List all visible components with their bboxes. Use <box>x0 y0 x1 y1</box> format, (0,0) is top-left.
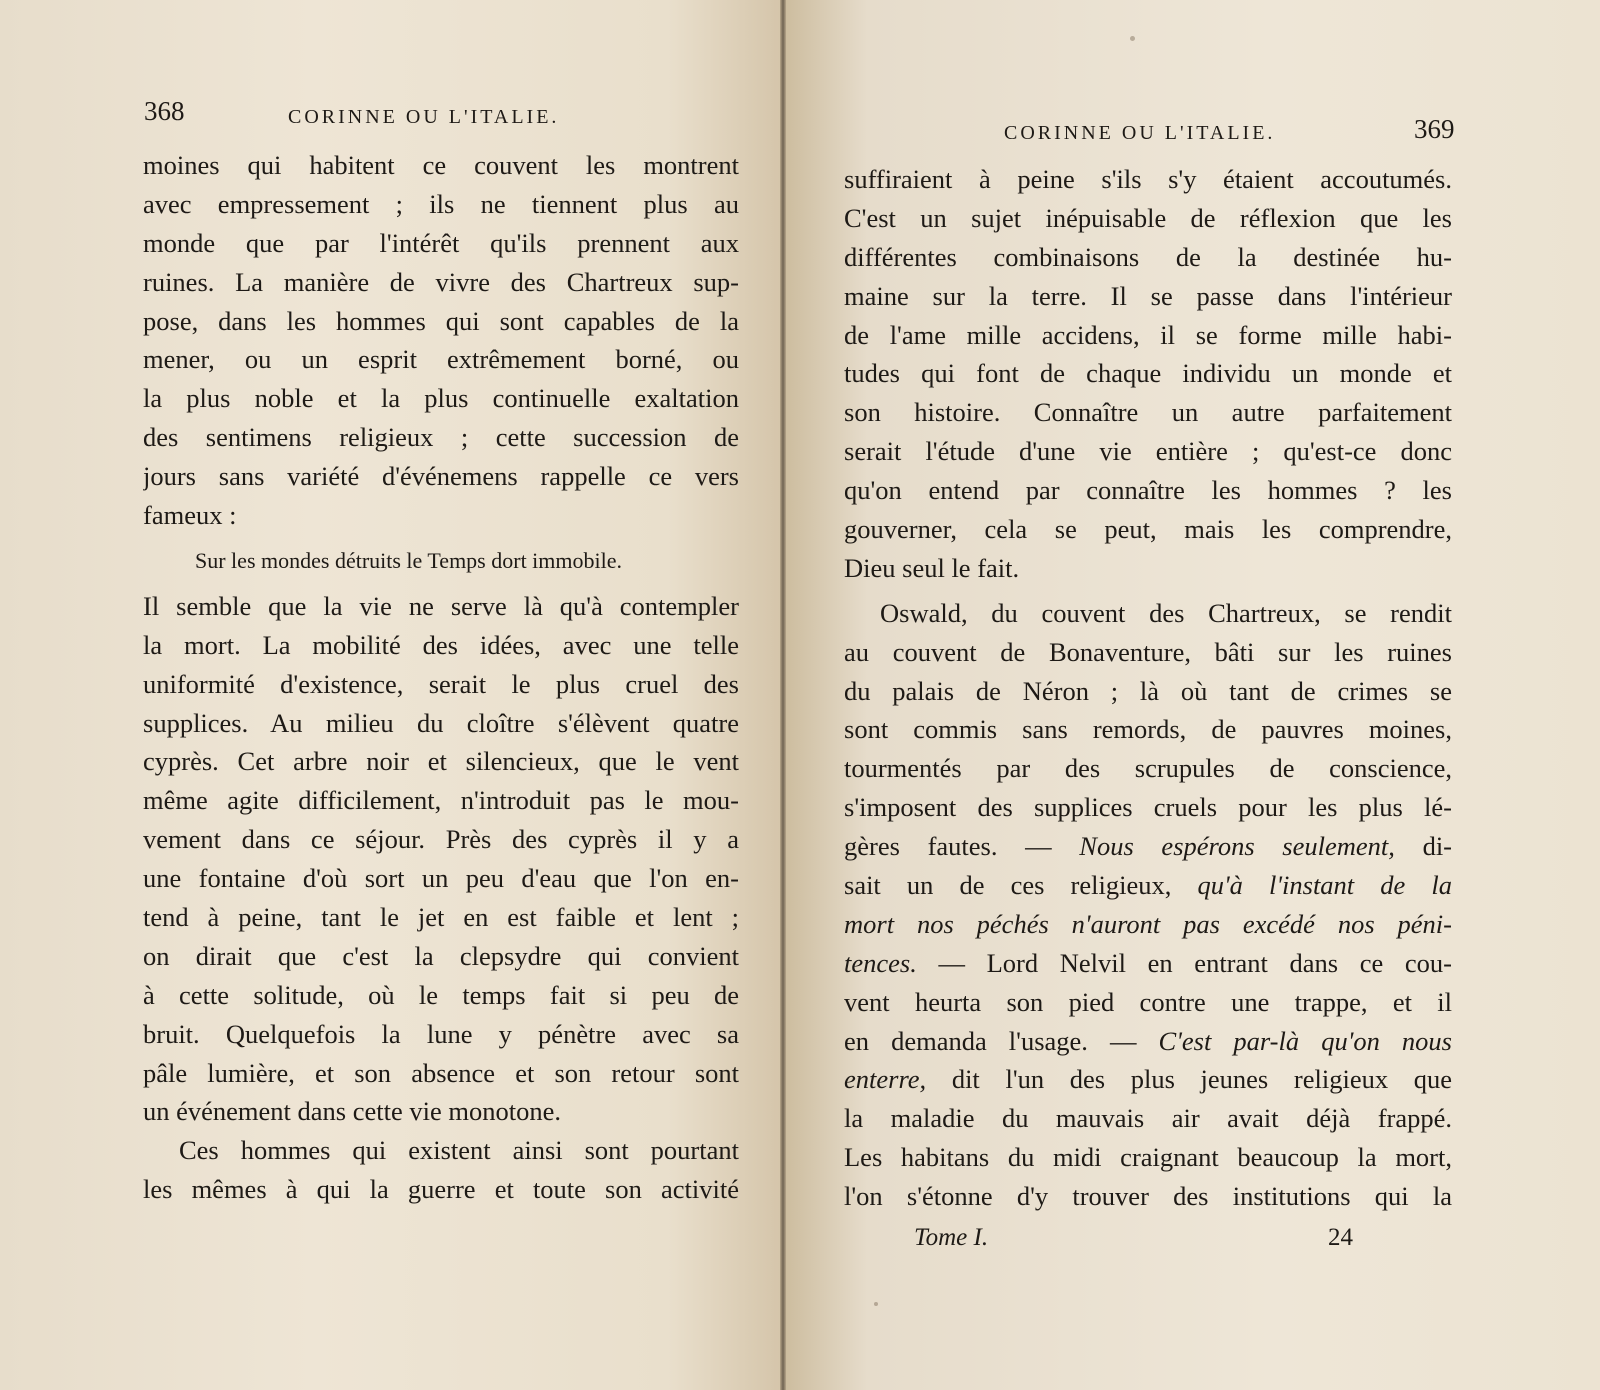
text-line: qu'on entend par connaître les hommes ? les <box>844 475 1452 506</box>
italic-span: tences. <box>844 947 917 978</box>
text-span: Les habitans du midi craignant beaucoup la mort, <box>844 1142 1452 1173</box>
verse-quotation: Sur les mondes détruits le Temps dort immobile. <box>195 547 623 573</box>
text-line: moines qui habitent ce couvent les montrent <box>143 150 739 180</box>
text-line: différentes combinaisons de la destinée hu- <box>844 241 1452 272</box>
text-span: sont commis sans remords, de pauvres moines, <box>844 714 1452 745</box>
paper-spot <box>1130 36 1135 41</box>
right-page <box>786 0 1600 1390</box>
text-span: — Lord Nelvil en entrant dans ce cou- <box>916 947 1452 978</box>
text-line: fameux : <box>143 500 237 531</box>
text-line: tend à peine, tant le jet en est faible et lent ; <box>143 902 739 933</box>
text-line <box>844 827 1452 866</box>
text-line: même agite difficilement, n'introduit pas le mou- <box>143 785 739 816</box>
italic-span: qu'à l'instant de la <box>1197 870 1452 901</box>
text-line: suffiraient à peine s'ils s'y étaient accoutumés. <box>844 164 1452 194</box>
text-line <box>844 1099 1452 1138</box>
left-page <box>0 0 786 1390</box>
text-line: Ces hommes qui existent ainsi sont pourtant <box>179 1135 739 1166</box>
paper-spot <box>874 1302 878 1306</box>
text-line: tudes qui font de chaque individu un monde et <box>844 358 1452 389</box>
text-line <box>844 594 1452 633</box>
text-span: vent heurta son pied contre une trappe, et il <box>844 986 1452 1017</box>
text-line: on dirait que c'est la clepsydre qui convient <box>143 940 739 971</box>
italic-span: mort nos péchés n'auront pas excédé nos péni- <box>844 908 1452 939</box>
text-line <box>844 1177 1452 1216</box>
text-line: une fontaine d'où sort un peu d'eau que l'on en- <box>143 863 739 894</box>
text-line: avec empressement ; ils ne tiennent plus au <box>143 188 739 219</box>
text-span: au couvent de Bonaventure, bâti sur les ruines <box>844 636 1452 667</box>
text-line: des sentimens religieux ; cette succession de <box>143 422 739 453</box>
text-line: gouverner, cela se peut, mais les comprendre, <box>844 514 1452 545</box>
text-span: s'imposent des supplices cruels pour les plus lé- <box>844 792 1452 823</box>
page-number-left: 368 <box>144 96 185 126</box>
text-line: Dieu seul le fait. <box>844 552 1020 583</box>
text-line <box>844 749 1452 788</box>
text-line: Il semble que la vie ne serve là qu'à contempler <box>143 590 739 621</box>
running-head-right: CORINNE OU L'ITALIE. <box>1004 122 1276 144</box>
left-text-block <box>143 146 739 1209</box>
text-span: du palais de Néron ; là où tant de crimes se <box>844 675 1452 706</box>
text-span: dit l'un des plus jeunes religieux que <box>926 1064 1452 1095</box>
text-line: supplices. Au milieu du cloître s'élèvent quatre <box>143 707 739 738</box>
text-line: monde que par l'intérêt qu'ils prennent aux <box>143 227 739 258</box>
text-line <box>844 983 1452 1022</box>
italic-span: enterre, <box>844 1064 927 1095</box>
text-span: la maladie du mauvais air avait déjà frappé. <box>844 1103 1452 1134</box>
page-number-right: 369 <box>1414 114 1455 144</box>
text-span: gères fautes. — <box>844 831 1080 862</box>
text-line <box>844 1022 1452 1061</box>
text-span: Oswald, du couvent des Chartreux, se rendit <box>880 597 1452 628</box>
running-head-left: CORINNE OU L'ITALIE. <box>288 106 560 128</box>
text-span: tourmentés par des scrupules de conscience, <box>844 753 1452 784</box>
text-line <box>844 1138 1452 1177</box>
text-line: uniformité d'existence, serait le plus cruel des <box>143 668 739 699</box>
text-line: pose, dans les hommes qui sont capables de la <box>143 305 739 336</box>
text-span: en demanda l'usage. — <box>844 1025 1159 1056</box>
text-line: son histoire. Connaître un autre parfaitement <box>844 397 1452 428</box>
text-line: de l'ame mille accidens, il se forme mille habi- <box>844 319 1452 350</box>
text-span: sait un de ces religieux, <box>844 870 1198 901</box>
text-line: pâle lumière, et son absence et son retour sont <box>143 1057 739 1088</box>
text-line <box>844 788 1452 827</box>
text-line: maine sur la terre. Il se passe dans l'intérieur <box>844 280 1452 311</box>
text-line: serait l'étude d'une vie entière ; qu'est-ce donc <box>844 436 1452 467</box>
text-line: la plus noble et la plus continuelle exaltation <box>143 383 739 414</box>
text-line <box>844 905 1452 944</box>
text-line: vement dans ce séjour. Près des cyprès il y a <box>143 824 739 855</box>
text-line: à cette solitude, où le temps fait si peu de <box>143 979 739 1010</box>
text-line: les mêmes à qui la guerre et toute son activité <box>143 1174 739 1205</box>
italic-span: Nous espérons seulement, <box>1079 831 1395 862</box>
text-span: di- <box>1394 831 1452 862</box>
text-line: C'est un sujet inépuisable de réflexion que les <box>844 202 1452 233</box>
text-line <box>844 866 1452 905</box>
footer-signature: 24 <box>1328 1224 1353 1251</box>
text-line: un événement dans cette vie monotone. <box>143 1096 561 1127</box>
text-line <box>844 1060 1452 1099</box>
text-line: la mort. La mobilité des idées, avec une telle <box>143 629 739 660</box>
text-line: ruines. La manière de vivre des Chartreux sup- <box>143 266 739 297</box>
text-line <box>844 633 1452 672</box>
text-line <box>844 944 1452 983</box>
text-span: l'on s'étonne d'y trouver des institutions qui la <box>844 1181 1452 1212</box>
text-line: mener, ou un esprit extrêmement borné, ou <box>143 344 739 375</box>
text-line <box>844 710 1452 749</box>
footer-volume: Tome I. <box>914 1224 989 1251</box>
text-line: cyprès. Cet arbre noir et silencieux, que le vent <box>143 746 739 777</box>
text-line: jours sans variété d'événemens rappelle ce vers <box>143 461 739 492</box>
text-line <box>844 672 1452 711</box>
text-line: bruit. Quelquefois la lune y pénètre avec sa <box>143 1018 739 1049</box>
italic-span: C'est par-là qu'on nous <box>1158 1025 1452 1056</box>
right-text-block <box>844 160 1452 1216</box>
